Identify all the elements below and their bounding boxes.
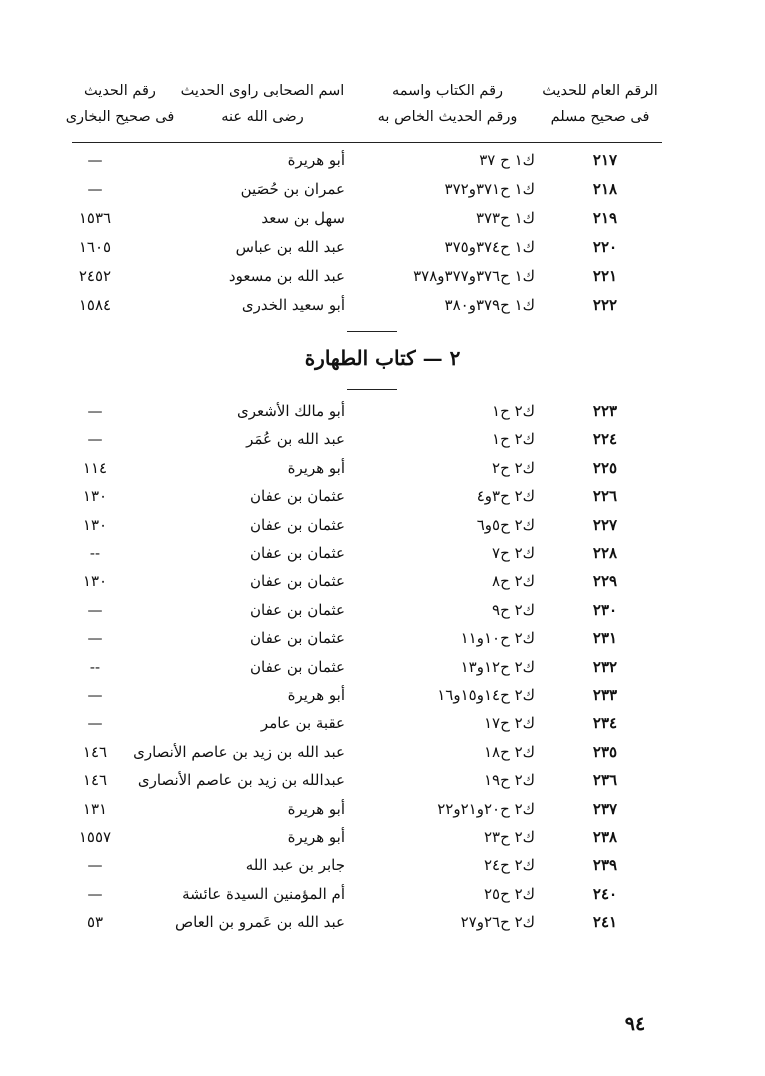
header-col2-line1: رقم الكتاب واسمه	[391, 83, 504, 99]
narrator-name: أم المؤمنين السيدة عائشة	[182, 884, 345, 903]
hadith-number: ٢٣٢	[592, 657, 618, 676]
narrator-name: عبدالله بن زيد بن عاصم الأنصارى	[137, 771, 345, 790]
bukhari-number: ٢٤٥٢	[78, 267, 112, 285]
table-row	[0, 233, 765, 261]
hadith-number: ٢٢٣	[592, 402, 618, 420]
hadith-number: ٢٣٤	[592, 714, 618, 733]
narrator-name: عبد الله بن زيد بن عاصم الأنصارى	[133, 742, 345, 761]
book-reference: ك٢ ح١	[492, 430, 535, 449]
hadith-number: ٢١٧	[592, 151, 618, 169]
hadith-number: ٢١٩	[592, 209, 618, 227]
hadith-number: ٢٢٧	[592, 515, 618, 534]
book-reference: ك٢ ح١	[492, 402, 535, 420]
book-reference: ك٢ ح٢٣	[483, 828, 535, 846]
hadith-number: ٢١٨	[592, 180, 618, 198]
hadith-number: ٢٣٩	[592, 856, 618, 875]
narrator-name: سهل بن سعد	[261, 209, 345, 227]
bukhari-number: ١٣٠	[82, 572, 108, 591]
narrator-name: أبو سعيد الخدرى	[241, 296, 345, 314]
section-title: ٢ — كتاب الطهارة	[304, 346, 461, 370]
header-bukhari-number	[535, 78, 665, 130]
bukhari-number: ١١٤	[82, 458, 108, 477]
hadith-number: ٢٢٨	[592, 544, 618, 562]
book-reference: ك٢ ح١٩	[483, 771, 535, 790]
bukhari-number: —	[87, 151, 103, 169]
table-row	[0, 397, 765, 425]
bukhari-number: —	[87, 600, 103, 619]
bukhari-number: —	[87, 402, 103, 420]
book-reference: ك١ ح٣٧١و٣٧٢	[444, 180, 535, 198]
bukhari-number: —	[87, 629, 103, 648]
hadith-number: ٢٢١	[592, 267, 618, 285]
bukhari-number: ١٥٣٦	[78, 209, 112, 227]
table-row	[0, 596, 765, 624]
hadith-number: ٢٢٥	[592, 458, 618, 477]
bukhari-number: —	[87, 884, 103, 903]
table-row	[0, 262, 765, 290]
section-divider-top	[347, 331, 397, 332]
header-col3-line2: رضى الله عنه	[221, 109, 304, 125]
hadith-number: ٢٣٦	[592, 771, 618, 790]
narrator-name: عبد الله بن عُمَر	[246, 430, 345, 449]
narrator-name: أبو مالك الأشعرى	[237, 402, 345, 420]
table-row	[0, 425, 765, 453]
narrator-name: عمران بن حُصَين	[240, 180, 345, 198]
bukhari-number: ١٦٠٥	[78, 238, 112, 256]
bukhari-number: —	[87, 686, 103, 704]
narrator-name: عثمان بن عفان	[250, 657, 345, 676]
bukhari-number: ١٥٥٧	[78, 828, 112, 846]
book-reference: ك٢ ح١٠و١١	[460, 629, 535, 648]
table-row	[0, 175, 765, 203]
book-reference: ك٢ ح٢٥	[483, 884, 535, 903]
book-reference: ك٢ ح٢٤	[483, 856, 535, 875]
narrator-name: عقبة بن عامر	[260, 714, 345, 733]
table-row	[0, 795, 765, 823]
narrator-name: أبو هريرة	[287, 828, 345, 846]
table-row	[0, 291, 765, 319]
narrator-name: أبو هريرة	[287, 799, 345, 818]
table-row	[0, 454, 765, 482]
narrator-name: عثمان بن عفان	[250, 487, 345, 506]
table-row	[0, 880, 765, 908]
book-reference: ك٢ ح٧	[492, 544, 535, 562]
bukhari-number: ١٣٠	[82, 515, 108, 534]
hadith-number: ٢٤١	[592, 913, 618, 932]
header-col3-line1: اسم الصحابى راوى الحديث	[180, 83, 345, 99]
book-reference: ك١ ح ٣٧	[479, 151, 535, 169]
narrator-name: أبو هريرة	[287, 151, 345, 169]
bukhari-number: --	[89, 544, 101, 562]
table-row	[0, 539, 765, 567]
hadith-number: ٢٢٤	[592, 430, 618, 449]
header-col4-line2: فى صحيح البخارى	[65, 109, 175, 125]
table-row	[0, 851, 765, 879]
hadith-number: ٢٣٥	[592, 742, 618, 761]
header-narrator	[170, 78, 355, 130]
narrator-name: أبو هريرة	[287, 686, 345, 704]
book-reference: ك٢ ح١٤و١٥و١٦	[437, 686, 535, 704]
bukhari-number: ١٣١	[82, 799, 108, 818]
narrator-name: عثمان بن عفان	[250, 629, 345, 648]
header-col1-line2: فى صحيح مسلم	[550, 109, 650, 125]
hadith-number: ٢٣٣	[592, 686, 618, 704]
hadith-number: ٢٣١	[592, 629, 618, 648]
bukhari-number: ١٤٦	[82, 771, 108, 790]
header-col1-line1: الرقم العام للحديث	[542, 83, 658, 99]
book-reference: ك١ ح٣٧٦و٣٧٧و٣٧٨	[413, 267, 535, 285]
page-number: ٩٤	[624, 1013, 646, 1035]
header-book-ref	[360, 78, 535, 130]
narrator-name: عثمان بن عفان	[250, 600, 345, 619]
hadith-number: ٢٢٩	[592, 572, 618, 591]
bukhari-number: —	[87, 430, 103, 449]
bukhari-number: ١٣٠	[82, 487, 108, 506]
bukhari-number: —	[87, 180, 103, 198]
header-bukhari	[45, 78, 195, 130]
hadith-number: ٢٢٠	[592, 238, 618, 256]
hadith-number: ٢٣٠	[592, 600, 618, 619]
bukhari-number: ١٥٨٤	[78, 296, 112, 314]
header-col4-line1: رقم الحديث	[84, 83, 156, 99]
narrator-name: عثمان بن عفان	[250, 515, 345, 534]
narrator-name: جابر بن عبد الله	[245, 856, 345, 875]
bukhari-number: —	[87, 714, 103, 733]
book-reference: ك٢ ح١٨	[483, 742, 535, 761]
hadith-number: ٢٤٠	[592, 884, 618, 903]
bukhari-number: ١٤٦	[82, 742, 108, 761]
book-reference: ك٢ ح٩	[492, 600, 535, 619]
table-row	[0, 908, 765, 936]
table-header	[0, 78, 765, 138]
narrator-name: عثمان بن عفان	[250, 572, 345, 591]
book-reference: ك٢ ح٣و٤	[476, 487, 535, 506]
book-reference: ك٢ ح٢٠و٢١و٢٢	[437, 799, 535, 818]
book-reference: ك١ ح٣٧٤و٣٧٥	[444, 238, 535, 256]
narrator-name: أبو هريرة	[287, 458, 345, 477]
book-reference: ك٢ ح٨	[492, 572, 535, 591]
hadith-number: ٢٣٧	[592, 799, 618, 818]
table-row	[0, 482, 765, 510]
book-reference: ك٢ ح١٧	[483, 714, 535, 733]
section-divider-bottom	[347, 389, 397, 390]
table-row	[0, 204, 765, 232]
book-reference: ك٢ ح١٢و١٣	[460, 657, 535, 676]
narrator-name: عبد الله بن عَمرو بن العاص	[175, 913, 345, 932]
narrator-name: عبد الله بن مسعود	[228, 267, 345, 285]
book-reference: ك٢ ح٢	[492, 458, 535, 477]
narrator-name: عبد الله بن عباس	[235, 238, 345, 256]
bukhari-number: ٥٣	[86, 913, 104, 932]
hadith-number: ٢٢٢	[592, 296, 618, 314]
book-reference: ك٢ ح٢٦و٢٧	[460, 913, 535, 932]
table-row	[0, 766, 765, 794]
book-reference: ك١ ح٣٧٩و٣٨٠	[444, 296, 535, 314]
table-row	[0, 511, 765, 539]
table-row	[0, 681, 765, 709]
hadith-number: ٢٢٦	[592, 487, 618, 506]
book-reference: ك١ ح٣٧٣	[475, 209, 535, 227]
table-row	[0, 709, 765, 737]
header-divider	[72, 142, 662, 143]
table-row	[0, 624, 765, 652]
table-row	[0, 823, 765, 851]
table-row	[0, 738, 765, 766]
table-row	[0, 146, 765, 174]
bukhari-number: —	[87, 856, 103, 875]
header-col2-line2: ورقم الحديث الخاص به	[377, 109, 518, 125]
table-row	[0, 653, 765, 681]
bukhari-number: --	[89, 657, 101, 676]
hadith-number: ٢٣٨	[592, 828, 618, 846]
narrator-name: عثمان بن عفان	[250, 544, 345, 562]
table-row	[0, 567, 765, 595]
book-reference: ك٢ ح٥و٦	[476, 515, 535, 534]
